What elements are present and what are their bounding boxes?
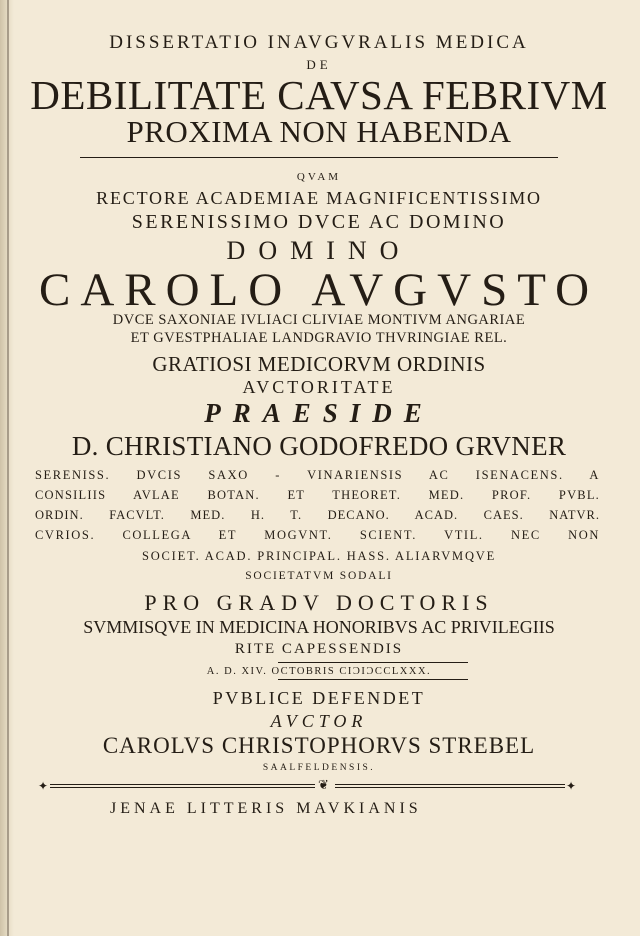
praeses-titles-line2: CONSILIIS AVLAE BOTAN. ET THEORET. MED. PROF. PVBL. [35, 488, 600, 502]
rite-line: RITE CAPESSENDIS [234, 641, 404, 657]
title-rule [80, 157, 558, 158]
date-lower-rule [278, 679, 468, 680]
praeses-titles-line5: SOCIET. ACAD. PRINCIPAL. HASS. ALIARVMQVE [141, 549, 497, 563]
faculty-line: GRATIOSI MEDICORVM ORDINIS [152, 352, 486, 376]
ornamental-rule-left [50, 784, 315, 788]
author-origin: SAALFELDENSIS. [262, 763, 376, 773]
date-line: A. D. XIV. OCTOBRIS CIƆIƆCCLXXX. [206, 666, 432, 677]
defendet-line: PVBLICE DEFENDET [212, 688, 426, 708]
spine-crease [7, 0, 9, 936]
left-ornament-icon: ✦ [38, 779, 49, 793]
duke-titles-line2: ET GVESTPHALIAE LANDGRAVIO THVRINGIAE REL. [130, 330, 508, 346]
honours-line: SVMMISQVE IN MEDICINA HONORIBVS AC PRIVILEGIIS [83, 617, 555, 637]
ornamental-rule-right [335, 784, 565, 788]
praeses-titles-line4: CVRIOS. COLLEGA ET MOGVNT. SCIENT. VTIL. NEC NON [35, 528, 600, 542]
praeses-titles-line6: SOCIETATVM SODALI [245, 570, 393, 582]
rector-line: RECTORE ACADEMIAE MAGNIFICENTISSIMO [96, 188, 542, 208]
main-title-line1: DEBILITATE CAVSA FEBRIVM [30, 72, 608, 118]
serenissimo-line: SERENISSIMO DVCE AC DOMINO [131, 211, 507, 233]
preposition-de: DE [306, 57, 332, 72]
praeside-line: PRAESIDE [204, 398, 434, 428]
main-title-line2: PROXIMA NON HABENDA [126, 114, 512, 149]
center-ornament-icon: ❦ [318, 777, 329, 792]
duke-titles-line1: DVCE SAXONIAE IVLIACI CLIVIAE MONTIVM ANGARIAE [112, 312, 526, 328]
domino-line: DOMINO [226, 236, 412, 265]
dissertation-type: DISSERTATIO INAVGVRALIS MEDICA [109, 32, 529, 53]
auctor-line: AVCTOR [270, 711, 368, 731]
relative-pronoun: QVAM [296, 171, 342, 183]
praeses-titles-line3: ORDIN. FACVLT. MED. H. T. DECANO. ACAD. CAES. NATVR. [35, 508, 600, 522]
praeses-name: D. CHRISTIANO GODOFREDO GRVNER [71, 431, 567, 461]
duke-name: CAROLO AVGVSTO [38, 264, 600, 316]
right-ornament-icon: ✦ [566, 779, 577, 793]
author-name: CAROLVS CHRISTOPHORVS STREBEL [102, 733, 536, 758]
praeses-titles-line1: SERENISS. DVCIS SAXO - VINARIENSIS AC ISENACENS. A [35, 468, 600, 482]
date-upper-rule [278, 662, 468, 663]
degree-line: PRO GRADV DOCTORIS [144, 590, 494, 615]
auctoritate-line: AVCTORITATE [242, 377, 396, 397]
imprint-line: JENAE LITTERIS MAVKIANIS [110, 800, 422, 817]
